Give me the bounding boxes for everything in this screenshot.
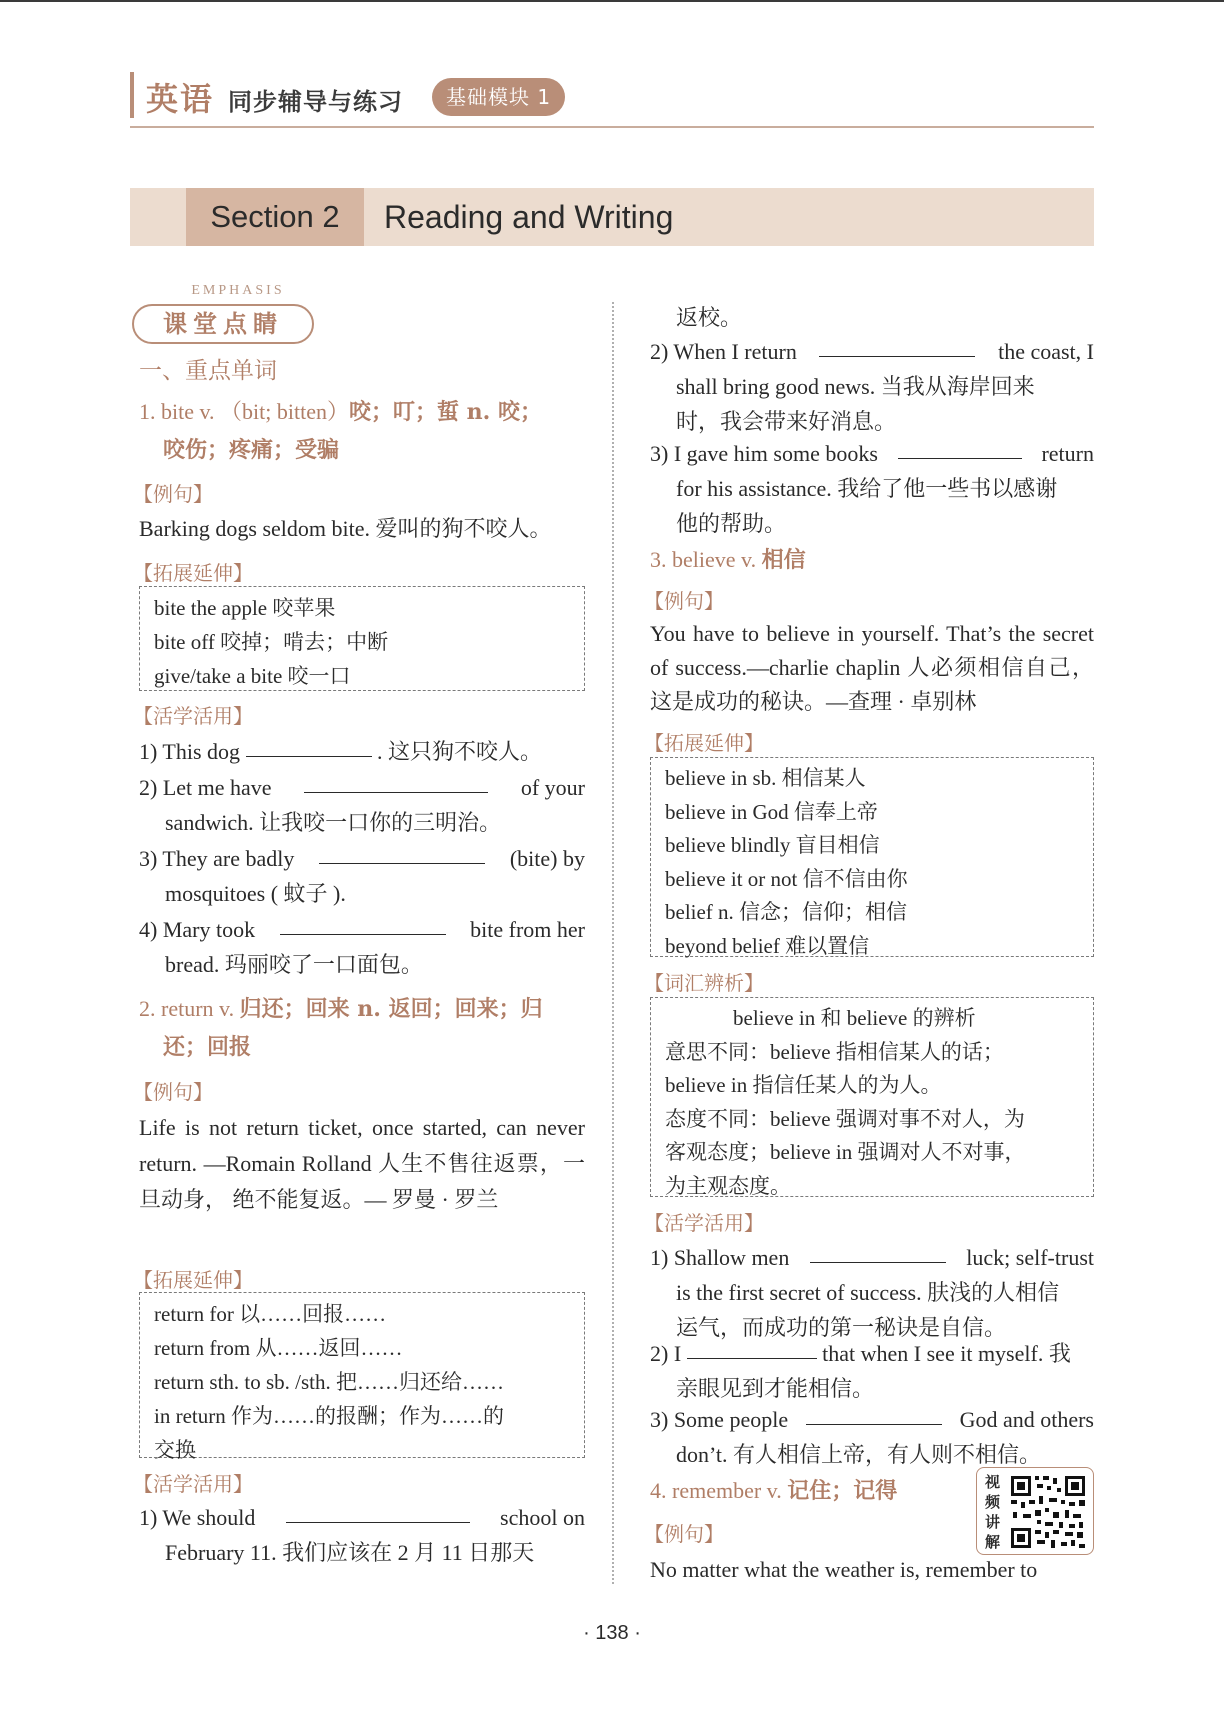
ext-item: belief n. 信念；信仰；相信 <box>665 900 908 924</box>
entry-return-example: Life is not return ticket, once started, can never return. —Romain Rolland 人生不售往返票，一旦动身， 绝不能复返。— 罗曼 · 罗兰 <box>139 1115 585 1212</box>
practice-item <box>650 1240 1094 1345</box>
header-subject: 英语 <box>146 80 215 118</box>
entry-return-example-label: 【例句】 <box>133 1080 213 1104</box>
column-divider <box>612 302 614 1584</box>
practice-text: February 11. 我们应该在 2 月 11 日那天 <box>165 1540 535 1565</box>
practice-text: 返校。 <box>676 305 743 330</box>
section-number: Section 2 <box>186 188 364 246</box>
practice-text: luck; self-trust <box>966 1245 1094 1270</box>
practice-item <box>650 1336 1094 1406</box>
video-qr-box[interactable] <box>976 1467 1094 1555</box>
answer-blank[interactable] <box>687 1336 817 1359</box>
entry-return-ext-label: 【拓展延伸】 <box>133 1268 253 1292</box>
section-band <box>130 188 1094 246</box>
practice-text: bread. 玛丽咬了一口面包。 <box>165 952 423 977</box>
practice-text: for his assistance. 我给了他一些书以感谢 <box>676 476 1058 501</box>
entry-believe-ext-label: 【拓展延伸】 <box>644 731 764 755</box>
entry-bite-ext-label: 【拓展延伸】 <box>133 561 253 585</box>
entry-return-head-en: 2. return v. <box>139 996 235 1021</box>
practice-text: return <box>1041 441 1094 466</box>
header-book-title: 同步辅导与练习 <box>228 88 403 116</box>
entry-bite-example-label: 【例句】 <box>133 482 213 506</box>
top-border <box>0 0 1224 2</box>
practice-item <box>139 770 585 840</box>
emphasis-label-cn: 课堂点睛 <box>132 304 314 344</box>
practice-text: 运气，而成功的第一秘诀是自信。 <box>676 1315 1007 1340</box>
entry-bite-heading <box>139 393 585 469</box>
entry-bite-head-en: 1. bite v. （bit; bitten） <box>139 399 349 424</box>
page-header <box>130 68 1094 130</box>
emphasis-label-en: EMPHASIS <box>191 283 285 298</box>
answer-blank[interactable] <box>806 1402 942 1425</box>
practice-text: bite from her <box>470 917 585 942</box>
header-rule <box>130 126 1094 128</box>
practice-text: 3) I gave him some books <box>650 441 878 466</box>
practice-item <box>650 334 1094 439</box>
answer-blank[interactable] <box>810 1240 946 1263</box>
answer-blank[interactable] <box>286 1500 470 1523</box>
entry-believe-example: You have to believe in yourself. That’s the secret of success.—charlie chaplin 人必须相信自己，这是成功的秘诀。—查理 · 卓别林 <box>650 621 1094 714</box>
practice-text: 4) Mary took <box>139 917 256 942</box>
entry-believe-heading <box>650 541 806 579</box>
practice-item <box>650 1402 1094 1472</box>
entry-believe-diff-box <box>650 997 1094 1197</box>
ext-item: believe in sb. 相信某人 <box>665 766 866 790</box>
entry-bite-head-cn2: 咬伤；疼痛；受骗 <box>163 437 340 463</box>
practice-text: sandwich. 让我咬一口你的三明治。 <box>165 810 502 835</box>
answer-blank[interactable] <box>280 912 446 935</box>
practice-text: God and others <box>959 1407 1094 1432</box>
ext-item: return from 从……返回…… <box>154 1336 403 1360</box>
diff-item: 客观态度；believe in 强调对人不对事， <box>665 1140 1026 1164</box>
practice-item <box>139 1500 585 1570</box>
entry-return-practice-label: 【活学活用】 <box>133 1472 253 1496</box>
practice-text: 2) Let me have <box>139 775 272 800</box>
practice-item <box>139 841 585 911</box>
diff-title: believe in 和 believe 的辨析 <box>733 1006 976 1030</box>
entry-bite-example: Barking dogs seldom bite. 爱叫的狗不咬人。 <box>139 516 552 541</box>
ext-item: return sth. to sb. /sth. 把……归还给…… <box>154 1370 504 1394</box>
practice-text: that when I see it myself. 我 <box>822 1341 1071 1366</box>
diff-item: 意思不同：believe 指相信某人的话； <box>665 1039 1004 1064</box>
entry-remember-head-cn: 记住；记得 <box>787 1478 898 1504</box>
entry-believe-ext-box <box>650 757 1094 957</box>
ext-item: give/take a bite 咬一口 <box>154 664 351 688</box>
practice-item <box>650 436 1094 541</box>
header-accent-bar <box>130 72 134 118</box>
practice-item <box>139 734 585 769</box>
answer-blank[interactable] <box>898 436 1022 459</box>
entry-bite-ext-box <box>139 586 585 691</box>
ext-item: in return 作为……的报酬；作为……的 <box>154 1404 504 1428</box>
answer-blank[interactable] <box>246 734 372 757</box>
header-module-badge: 基础模块 1 <box>432 78 565 116</box>
vocab-heading: 一、重点单词 <box>139 358 277 384</box>
entry-remember-example-label: 【例句】 <box>644 1522 724 1546</box>
entry-return-head-cn2: 还；回报 <box>163 1034 252 1060</box>
practice-text: is the first secret of success. 肤浅的人相信 <box>676 1280 1060 1305</box>
practice-text: 3) Some people <box>650 1407 789 1432</box>
page-number: · 138 · <box>583 1622 641 1644</box>
practice-item <box>139 912 585 982</box>
entry-remember-example: No matter what the weather is, remember to <box>650 1557 1038 1582</box>
ext-item: believe it or not 信不信由你 <box>665 866 908 891</box>
practice-text: 1) We should <box>139 1505 256 1530</box>
practice-text: 2) When I return <box>650 339 797 364</box>
ext-item: 交换 <box>154 1438 196 1462</box>
practice-text: school on <box>500 1505 585 1530</box>
entry-bite-practice-label: 【活学活用】 <box>133 704 253 728</box>
entry-believe-head-en: 3. believe v. <box>650 547 757 572</box>
practice-text: don’t. 有人相信上帝，有人则不相信。 <box>676 1442 1042 1467</box>
practice-continuation <box>676 300 1094 335</box>
entry-believe-example-label: 【例句】 <box>644 589 724 613</box>
ext-item: believe blindly 盲目相信 <box>665 833 880 857</box>
entry-return-ext-box <box>139 1292 585 1462</box>
diff-item: believe in 指信任某人的为人。 <box>665 1073 942 1097</box>
entry-remember-head-en: 4. remember v. <box>650 1478 782 1503</box>
diff-item: 态度不同：believe 强调对事不对人，为 <box>665 1106 1025 1131</box>
practice-text: of your <box>520 775 585 800</box>
section-title: Reading and Writing <box>384 199 674 235</box>
entry-remember-heading <box>650 1472 897 1510</box>
ext-item: beyond belief 难以置信 <box>665 933 870 958</box>
practice-text: mosquitoes ( 蚊子 ). <box>165 881 346 906</box>
entry-return-heading <box>139 990 585 1066</box>
practice-text: . 这只狗不咬人。 <box>377 739 543 764</box>
practice-text: the coast, I <box>998 339 1094 364</box>
entry-believe-practice-label: 【活学活用】 <box>644 1211 764 1235</box>
entry-return-head-cn: 归还；回来 n. 返回；回来；归 <box>239 996 543 1022</box>
ext-item: believe in God 信奉上帝 <box>665 799 878 824</box>
practice-text: 2) I <box>650 1341 682 1366</box>
practice-text: 时，我会带来好消息。 <box>676 409 897 434</box>
answer-blank[interactable] <box>304 770 488 793</box>
ext-item: return for 以……回报…… <box>154 1302 387 1326</box>
practice-text: (bite) by <box>509 846 585 871</box>
entry-believe-diff-label: 【词汇辨析】 <box>644 971 764 995</box>
qr-label: 视频讲解 <box>985 1473 1001 1551</box>
entry-bite-head-cn: 咬；叮；蜇 n. 咬； <box>349 399 542 425</box>
practice-text: shall bring good news. 当我从海岸回来 <box>676 374 1035 399</box>
practice-text: 1) This dog <box>139 739 241 764</box>
practice-text: 3) They are badly <box>139 846 295 871</box>
entry-believe-head-cn: 相信 <box>761 547 806 573</box>
qr-code-icon <box>1009 1474 1087 1550</box>
ext-item: bite the apple 咬苹果 <box>154 596 336 620</box>
practice-text: 亲眼见到才能相信。 <box>676 1376 875 1401</box>
practice-text: 1) Shallow men <box>650 1245 790 1270</box>
ext-item: bite off 咬掉；啃去；中断 <box>154 630 389 654</box>
answer-blank[interactable] <box>319 841 485 864</box>
diff-item: 为主观态度。 <box>665 1173 791 1198</box>
practice-text: 他的帮助。 <box>676 511 787 536</box>
answer-blank[interactable] <box>819 334 975 357</box>
